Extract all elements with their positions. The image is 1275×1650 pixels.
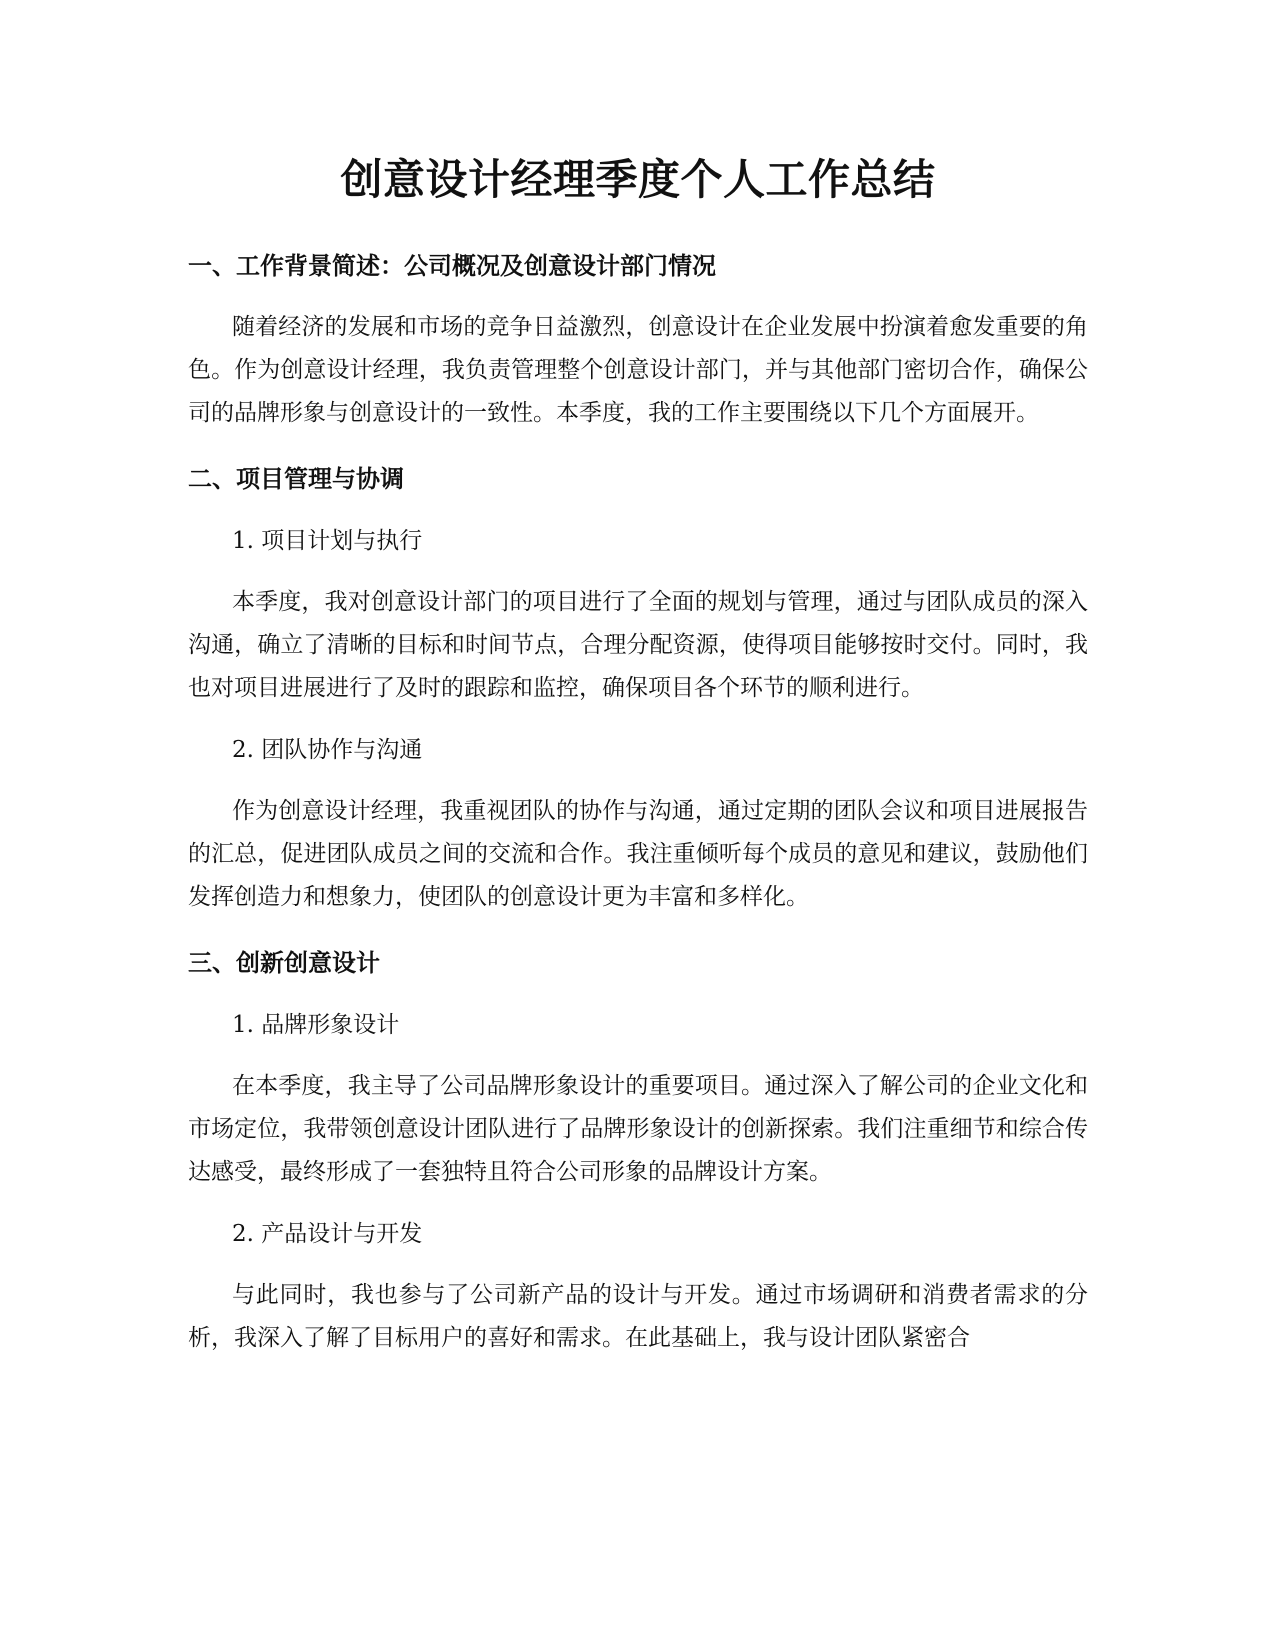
section-heading-background: 一、工作背景简述：公司概况及创意设计部门情况	[188, 252, 716, 280]
paragraph-brand-design: 在本季度，我主导了公司品牌形象设计的重要项目。通过深入了解公司的企业文化和市场定位，我带领创意设计团队进行了品牌形象设计的创新探索。我们注重细节和综合传达感受，最终形成了一套独特且符合公司形象的品牌设计方案。	[188, 1073, 1088, 1185]
subheading-team-collaboration: 2. 团队协作与沟通	[232, 737, 423, 763]
subheading-product-design: 2. 产品设计与开发	[232, 1221, 423, 1247]
document-content	[188, 148, 1088, 1360]
section-heading-project-management: 二、项目管理与协调	[188, 465, 404, 493]
subheading-brand-design: 1. 品牌形象设计	[232, 1012, 400, 1038]
paragraph-background: 随着经济的发展和市场的竞争日益激烈，创意设计在企业发展中扮演着愈发重要的角色。作为创意设计经理，我负责管理整个创意设计部门，并与其他部门密切合作，确保公司的品牌形象与创意设计的一致性。本季度，我的工作主要围绕以下几个方面展开。	[188, 314, 1088, 426]
paragraph-project-planning: 本季度，我对创意设计部门的项目进行了全面的规划与管理，通过与团队成员的深入沟通，确立了清晰的目标和时间节点，合理分配资源，使得项目能够按时交付。同时，我也对项目进展进行了及时的跟踪和监控，确保项目各个环节的顺利进行。	[188, 589, 1088, 701]
paragraph-team-collaboration: 作为创意设计经理，我重视团队的协作与沟通，通过定期的团队会议和项目进展报告的汇总，促进团队成员之间的交流和合作。我注重倾听每个成员的意见和建议，鼓励他们发挥创造力和想象力，使团队的创意设计更为丰富和多样化。	[188, 798, 1088, 910]
paragraph-product-design: 与此同时，我也参与了公司新产品的设计与开发。通过市场调研和消费者需求的分析，我深入了解了目标用户的喜好和需求。在此基础上，我与设计团队紧密合	[188, 1282, 1088, 1351]
section-heading-creative-design: 三、创新创意设计	[188, 949, 380, 977]
document-title: 创意设计经理季度个人工作总结	[340, 155, 936, 204]
subheading-project-planning: 1. 项目计划与执行	[232, 528, 423, 554]
